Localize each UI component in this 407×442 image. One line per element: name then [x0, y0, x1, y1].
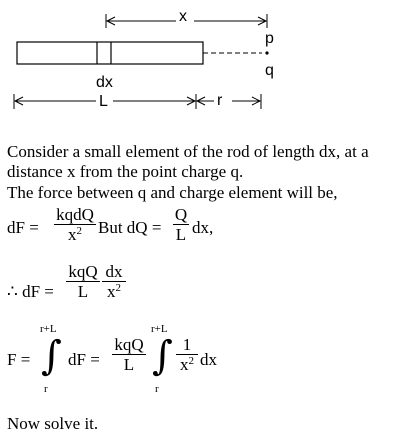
label-r: r — [217, 92, 223, 109]
text-line-3: The force between q and charge element will be, — [7, 183, 338, 202]
eq3-lhs: F = — [7, 350, 31, 369]
eq1-denominator-1: $x^2$ — [68, 225, 82, 244]
integral-1-lower: r — [44, 383, 48, 395]
eq1-mid: But dQ = — [98, 218, 162, 237]
eq1-numerator-1: kqdQ — [54, 206, 96, 225]
integral-2-lower: r — [155, 383, 159, 395]
text-line-2: distance x from the point charge q. — [7, 162, 244, 181]
eq2-fraction-2 — [102, 263, 126, 302]
eq3-mid: dF = — [68, 350, 100, 369]
label-p: p — [265, 30, 274, 47]
eq3-fraction-1 — [112, 336, 146, 375]
integral-sign-1: ∫ — [41, 333, 62, 379]
rod — [17, 42, 203, 64]
eq3-numerator-2: 1 — [176, 336, 198, 355]
integral-sign-2: ∫ — [152, 333, 173, 379]
eq2-fraction-1 — [66, 263, 100, 302]
eq3-numerator-1: kqQ — [112, 336, 146, 355]
eq1-fraction-2 — [173, 206, 189, 245]
label-L: L — [99, 93, 108, 110]
label-x: x — [179, 8, 187, 25]
eq1-lhs: dF = — [7, 218, 39, 237]
point-charge-dot — [265, 51, 268, 54]
eq2-denominator-2: $x^2$ — [107, 282, 121, 301]
integral-1-upper: r+L — [40, 323, 57, 335]
eq2-numerator-1: kqQ — [66, 263, 100, 282]
text-line-1: Consider a small element of the rod of length dx, at a — [7, 142, 369, 161]
eq3-fraction-2 — [176, 336, 198, 375]
eq2-lhs: ∴ dF = — [7, 282, 54, 301]
label-dx: dx — [96, 74, 113, 91]
eq2-numerator-2: dx — [102, 263, 126, 282]
eq2-denominator-1: L — [77, 282, 89, 301]
label-q-diagram: q — [265, 62, 274, 79]
eq1-tail: dx, — [192, 218, 214, 237]
closing-text: Now solve it. — [7, 414, 99, 433]
eq3-denominator-2: $x^2$ — [180, 355, 194, 374]
eq3-tail: dx — [200, 350, 217, 369]
eq3-denominator-1: L — [123, 355, 135, 374]
eq1-numerator-2: Q — [174, 205, 188, 224]
eq1-fraction-1 — [54, 206, 96, 245]
integral-2-upper: r+L — [151, 323, 168, 335]
rod-diagram — [0, 0, 407, 120]
eq1-denominator-2: L — [175, 225, 187, 244]
